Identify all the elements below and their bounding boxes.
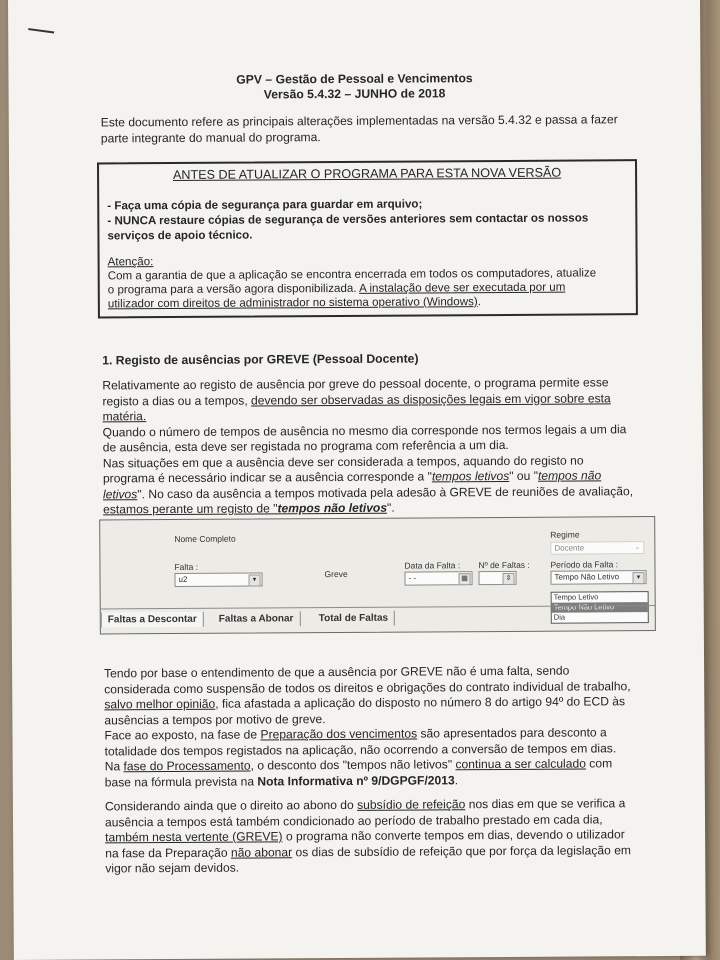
regime-select[interactable] — [550, 541, 644, 555]
intro-paragraph — [101, 112, 641, 146]
text-span: Na — [104, 759, 124, 774]
underlined-text: estamos perante um registo de " — [103, 501, 278, 517]
italic-underlined-text: tempos não — [537, 468, 602, 483]
regime-value: Docente — [554, 543, 585, 553]
section-paragraph — [102, 375, 649, 518]
text-span: nos dias em que se verifica a — [465, 796, 626, 812]
italic-underlined-text: tempos letivos — [431, 468, 510, 484]
tab-total-de-faltas[interactable]: Total de Faltas — [313, 611, 395, 627]
falta-select[interactable] — [175, 572, 263, 587]
text-span: com — [585, 756, 613, 771]
periodo-select[interactable] — [550, 570, 646, 585]
nome-label: Nome Completo — [174, 533, 236, 544]
text-span: , fica afastada a aplicação do disposto no número 8 do artigo 94º do ECD às — [215, 694, 626, 711]
text-span: . — [477, 295, 482, 309]
document-title: GPV – Gestão de Pessoal e Vencimentos — [236, 71, 473, 87]
notice-bullet-cont: serviços de apoio técnico. — [107, 228, 253, 243]
underlined-text: não abonar — [230, 844, 293, 860]
data-falta-value: - - — [408, 573, 417, 583]
text-span: registo a dias ou a tempos, — [102, 393, 252, 408]
option-dia[interactable]: Dia — [553, 612, 566, 622]
bold-italic-text: tempos não letivos — [277, 500, 388, 516]
attention-text: Com a garantia de que a aplicação se encontra encerrada em todos os computadores, atualize — [107, 266, 597, 283]
text-line: ausência a tempos está também condicionado ao período de trabalho prestado em cada dia, — [104, 811, 603, 829]
text-span: " ou " — [509, 468, 539, 483]
underlined-text: Preparação dos vencimentos — [260, 726, 418, 742]
stepper-icon[interactable]: ⇕ — [503, 573, 515, 585]
text-span: os dias de subsídio de refeição que por força da legislação em — [292, 842, 632, 859]
periodo-label: Período da Falta : — [550, 559, 619, 570]
text-span: Considerando ainda que o direito ao abono do — [104, 797, 358, 814]
chevron-down-icon: ▾ — [249, 574, 261, 586]
bold-text: Nota Informativa nº 9/DGPGF/2013 — [257, 772, 455, 788]
intro-line: Este documento refere as principais alterações implementadas na versão 5.4.32 e passa a fazer — [100, 112, 618, 130]
attention-label: Atenção: — [107, 255, 154, 269]
n-faltas-label: Nº de Faltas : — [478, 559, 530, 571]
greve-label: Greve — [324, 568, 348, 580]
option-tempo-letivo[interactable]: Tempo Letivo — [553, 592, 599, 602]
underlined-text: salvo melhor opinião — [104, 696, 216, 712]
text-line: Tendo por base o entendimento de que a ausência por GREVE não é uma falta, sendo — [104, 663, 570, 681]
text-span: o programa para a versão agora disponibilizada. — [107, 281, 360, 297]
tab-faltas-a-abonar[interactable]: Faltas a Abonar — [213, 611, 301, 627]
option-tempo-nao-letivo[interactable]: Tempo Não Letivo — [552, 602, 648, 613]
text-line: Quando o número de tempos de ausência no mesmo dia corresponde nos termos legais a um dia — [102, 421, 627, 439]
underlined-text: devendo ser observadas as disposições legais em vigor sobre esta — [250, 390, 611, 408]
underlined-text: continua a ser calculado — [455, 756, 586, 772]
text-line — [103, 499, 649, 518]
subsidio-paragraph — [105, 796, 651, 877]
text-span: programa é necessário indicar se a ausência corresponde a " — [102, 469, 432, 486]
program-form-screenshot — [99, 516, 656, 634]
text-span: o programa não converte tempos em dias, devendo o utilizador — [282, 827, 625, 844]
text-line: de ausência, esta deve ser registada no programa com referência a um dia. — [102, 437, 509, 455]
update-notice-box — [97, 159, 638, 318]
attention-text — [108, 293, 630, 311]
tab-faltas-a-descontar[interactable]: Faltas a Descontar — [101, 612, 204, 628]
underlined-text: fase do Processamento — [123, 758, 251, 774]
notice-bullet: - NUNCA restaure cópias de segurança de versões anteriores sem contactar os nossos — [107, 211, 589, 228]
underlined-text: matéria. — [102, 409, 147, 424]
data-falta-input[interactable] — [404, 571, 472, 585]
pen-mark — [28, 28, 54, 33]
tab-bar — [101, 605, 655, 631]
chevron-down-icon: ▾ — [633, 572, 645, 584]
periodo-value: Tempo Não Letivo — [554, 572, 620, 582]
falta-label: Falta : — [174, 561, 199, 572]
text-line: Relativamente ao registo de ausência por greve do pessoal docente, o programa permite esse — [102, 375, 609, 393]
text-span: ". No caso da ausência a tempos motivada pela adesão à GREVE de reuniões de avaliação, — [137, 483, 634, 501]
text-line: vigor não sejam devidos. — [105, 860, 240, 876]
n-faltas-stepper[interactable] — [478, 571, 516, 585]
chevron-down-icon: ⌄ — [634, 544, 641, 552]
calendar-icon[interactable]: ▦ — [459, 573, 471, 585]
falta-value: u2 — [178, 574, 188, 584]
greve-paragraph — [104, 663, 651, 790]
section-title: 1. Registo de ausências por GREVE (Pessoal Docente) — [102, 351, 419, 368]
intro-line: parte integrante do manual do programa. — [100, 129, 321, 145]
regime-label: Regime — [550, 529, 580, 540]
italic-underlined-text: letivos — [102, 486, 138, 501]
notice-heading: ANTES DE ATUALIZAR O PROGRAMA PARA ESTA NOVA VERSÃO — [172, 165, 562, 182]
text-line: ausências a tempos por motivo de greve. — [104, 711, 326, 727]
notice-bullet: - Faça uma cópia de segurança para guardar em arquivo; — [107, 197, 423, 213]
text-span: ". — [386, 500, 395, 515]
underlined-text: subsídio de refeição — [357, 797, 466, 812]
text-span: . — [454, 772, 459, 787]
text-span: na fase da Preparação — [105, 845, 231, 860]
text-line — [102, 391, 648, 410]
document-version: Versão 5.4.32 – JUNHO de 2018 — [263, 86, 446, 102]
text-span: são apresentados para desconto a — [417, 725, 607, 741]
text-line: Nas situações em que a ausência deve ser considerada a tempos, aquando do registo no — [102, 452, 584, 470]
text-span: Face ao exposto, na fase de — [104, 727, 261, 743]
text-line — [105, 772, 651, 791]
underlined-text: também nesta vertente (GREVE) — [105, 829, 283, 845]
text-line: considerada como suspensão de todos os direitos e obrigações do contrato individual de trabalho, — [104, 678, 631, 696]
document-page — [8, 0, 706, 960]
data-falta-label: Data da Falta : — [404, 560, 461, 571]
text-span: , o desconto dos "tempos não letivos" — [250, 757, 456, 773]
text-line: totalidade dos tempos registados na aplicação, não ocorrendo a conversão de tempos em dias. — [104, 740, 617, 758]
underlined-text: A instalação deve ser executada por um — [359, 280, 566, 295]
underlined-text: utilizador com direitos de administrador no sistema operativo (Windows) — [107, 295, 478, 311]
text-span: base na fórmula prevista na — [104, 773, 258, 789]
